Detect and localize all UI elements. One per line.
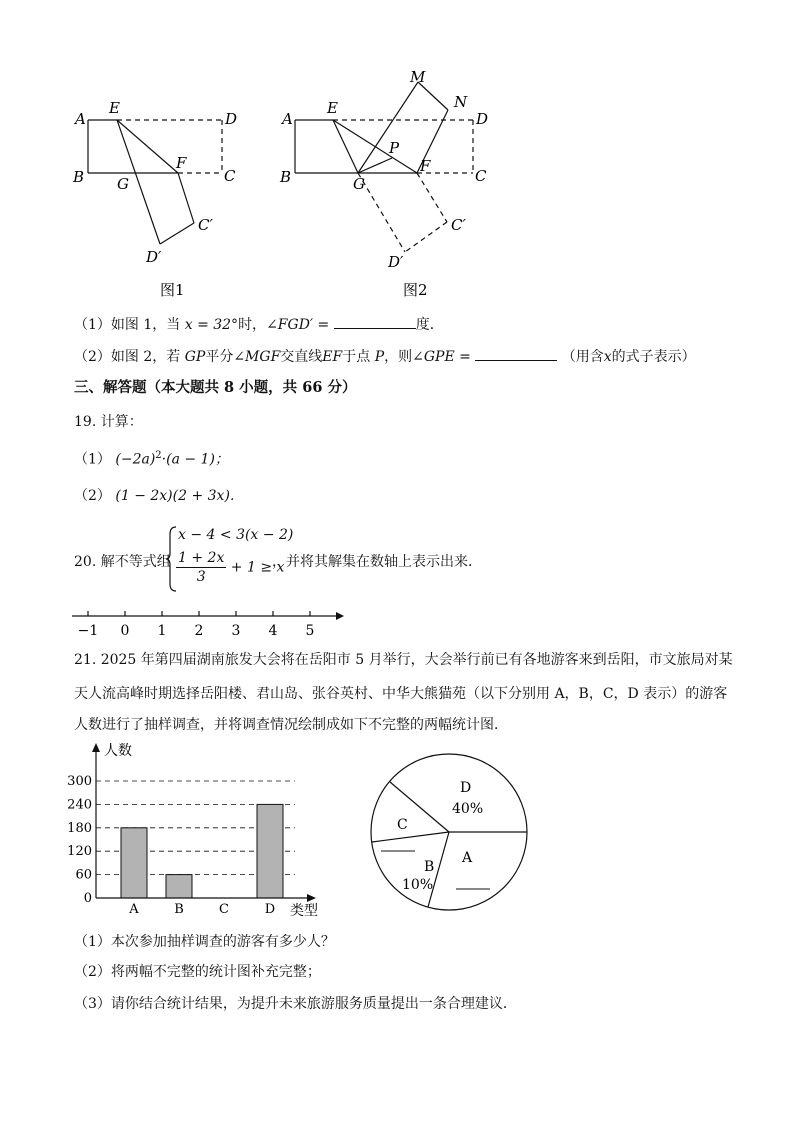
bar-chart-y-tick-label: 120: [67, 844, 92, 860]
pie-chart: [365, 750, 535, 920]
fig1-label-E: E: [109, 99, 120, 117]
q18-p2-ef: EF: [322, 349, 343, 365]
number-line-label: 4: [268, 623, 278, 639]
fig2-label-G: G: [353, 175, 365, 193]
q21-sub-3: （3）请你结合统计结果，为提升未来旅游服务质量提出一条合理建议．: [74, 996, 517, 1012]
q19-p1-exponent: 2: [155, 450, 162, 461]
q20-prefix: 20. 解不等式组: [74, 554, 171, 570]
bar-chart-x-arrow: [307, 894, 316, 902]
q18-part1: [74, 314, 444, 335]
number-line: [68, 605, 348, 645]
q21-line-1: 21. 2025 年第四届湖南旅发大会将在岳阳市 5 月举行，大会举行前已有各地游客来到岳阳，市文旅局对某: [74, 652, 733, 668]
pie-label-A: A: [462, 850, 473, 866]
fig2-label-F: F: [420, 157, 431, 175]
pie-label-C: C: [397, 817, 408, 833]
q19-p2-expr: (1 − 2x)(2 + 3x)．: [115, 488, 244, 504]
number-line-label: 0: [120, 623, 130, 639]
bar-chart-x-label: 类型: [290, 903, 318, 919]
bar-B: [166, 875, 192, 898]
pie-label-D: D: [460, 780, 472, 796]
fig2-label-E: E: [327, 99, 338, 117]
fig1-label-C: C: [224, 167, 236, 185]
section-3-title: 三、解答题（本大题共 8 小题，共 66 分）: [74, 379, 357, 396]
pie-divider-center-to-left: [372, 832, 449, 842]
q18-p2-text2: 交直线: [280, 349, 323, 365]
number-line-label: 2: [194, 623, 204, 639]
number-line-label: 1: [157, 623, 167, 639]
bar-chart-x-tick-label: C: [219, 902, 229, 917]
fig1-label-G: G: [117, 175, 129, 193]
fig1-label-A: A: [75, 110, 86, 128]
q21-sub-2: （2）将两幅不完整的统计图补充完整；: [74, 964, 321, 980]
q19-title: 19. 计算：: [74, 414, 143, 430]
bar-D: [257, 804, 283, 898]
fig2-caption: 图2: [403, 281, 428, 299]
q20-fraction-numerator: 1 + 2x: [178, 550, 225, 566]
q19-part2: [74, 486, 244, 506]
answer-blank-2[interactable]: [475, 346, 557, 361]
number-line-label: 5: [305, 623, 315, 639]
q18-p1-angle: ∠FGD′ =: [266, 317, 330, 333]
q18-p2-text3: 于点: [342, 349, 371, 365]
q18-p2-text4: ，则: [384, 349, 413, 365]
fig2-label-C-prime: C′: [451, 216, 466, 234]
q19-p1-expr: (−2a): [115, 451, 156, 468]
bar-chart-y-tick-label: 240: [67, 797, 92, 813]
fig2-label-D-prime: D′: [388, 253, 404, 271]
q19-p2-label: （2）: [74, 488, 111, 504]
fig1-label-C-prime: C′: [198, 216, 213, 234]
q18-p1-suffix: 度．: [415, 317, 444, 333]
fig2-label-N: N: [454, 93, 468, 111]
q18-p2-suffix2: 的式子表示）: [611, 349, 696, 365]
fig2-label-P: P: [389, 139, 400, 157]
q21-line-3: 人数进行了抽样调查，并将调查情况绘制成如下不完整的两幅统计图．: [74, 717, 508, 733]
fig1-label-B: B: [73, 168, 85, 186]
pie-label-B: B: [424, 859, 435, 875]
fig2-label-A: A: [282, 110, 293, 128]
figure-2: [270, 62, 500, 307]
number-line-label: 3: [231, 623, 241, 639]
number-line-arrow: [336, 612, 344, 620]
q18-part2: [74, 346, 696, 367]
q18-p1-condition: x = 32°: [184, 317, 239, 333]
q20-inequality-1: x − 4 < 3(x − 2): [178, 527, 294, 543]
q18-p2-gp: GP: [184, 349, 206, 365]
fig1-label-D: D: [225, 110, 238, 128]
q20-inequality-2-rest: + 1 ≥ x: [230, 559, 285, 576]
bar-chart: [60, 738, 330, 923]
q18-p1-mid: 时，: [238, 317, 267, 333]
bar-chart-y-tick-label: 0: [83, 891, 92, 906]
fig1-label-F: F: [176, 154, 187, 172]
fig2-label-M: M: [410, 68, 426, 86]
fig1-label-D-prime: D′: [146, 248, 162, 266]
bar-chart-x-tick-label: D: [264, 902, 276, 917]
answer-blank-1[interactable]: [334, 314, 416, 329]
q21-line-2: 天人流高峰时期选择岳阳楼、君山岛、张谷英村、中华大熊猫苑（以下分别用 A，B，C，D 表示）的游客: [74, 686, 728, 702]
number-line-label: −1: [77, 623, 99, 639]
q18-p1-prefix: （1）如图 1，当: [74, 317, 181, 333]
fig2-label-B: B: [280, 168, 292, 186]
fig2-segment-FC-prime-dashed: [417, 173, 447, 222]
fig2-segment-MN: [418, 82, 448, 110]
pie-value-B: 10%: [402, 877, 434, 893]
bar-chart-x-tick-label: B: [174, 902, 184, 917]
fig2-segment-GD-prime-dashed: [358, 173, 405, 252]
q18-p2-x: x: [603, 349, 612, 365]
q18-p2-angle: ∠MGF: [233, 349, 281, 365]
bar-chart-y-tick-label: 300: [67, 774, 92, 789]
q18-p2-gpe: ∠GPE =: [412, 349, 471, 365]
figure-1: [60, 95, 260, 305]
bar-chart-y-tick-label: 180: [67, 820, 92, 836]
bar-A: [121, 828, 147, 898]
q19-p1-label: （1）: [74, 451, 111, 468]
q21-sub-1: （1）本次参加抽样调查的游客有多少人？: [74, 934, 335, 950]
q18-p2-prefix: （2）如图 2，若: [74, 349, 181, 365]
q20-fraction: [176, 549, 226, 586]
q19-part1: [74, 446, 229, 470]
q20-suffix: ，并将其解集在数轴上表示出来．: [272, 554, 482, 570]
q18-p2-p: P: [374, 349, 385, 365]
fig2-label-C: C: [475, 167, 487, 185]
bar-chart-x-tick-label: A: [129, 902, 139, 917]
fig1-segment-C-prime-D-prime: [160, 223, 194, 244]
q19-p1-rest: ·(a − 1)；: [161, 451, 229, 468]
fig2-segment-C-prime-D-prime-dashed: [405, 222, 447, 252]
q20-fraction-denominator: 3: [196, 569, 206, 585]
bar-chart-y-label: 人数: [104, 743, 132, 759]
q20-inequality-2: [176, 549, 284, 586]
bar-chart-y-arrow: [92, 743, 100, 752]
q18-p2-text1: 平分: [205, 349, 234, 365]
q18-p2-suffix: （用含: [561, 349, 604, 365]
fig1-segment-FC-prime: [178, 173, 194, 223]
fig1-caption: 图1: [160, 281, 185, 299]
bar-chart-y-tick-label: 60: [75, 867, 92, 883]
pie-value-D: 40%: [452, 801, 484, 817]
fig2-label-D: D: [476, 110, 489, 128]
